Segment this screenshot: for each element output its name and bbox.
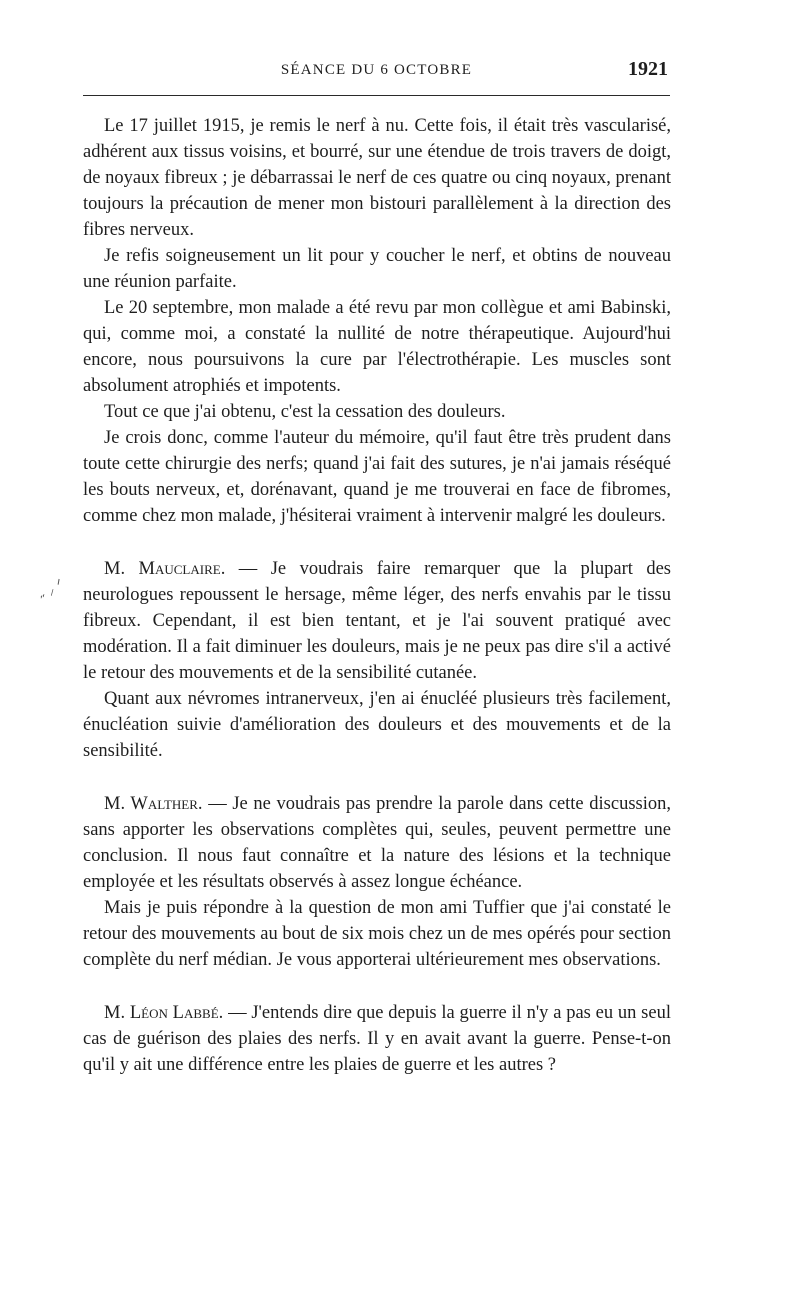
running-title: SÉANCE DU 6 OCTOBRE [280, 62, 473, 78]
margin-mark: ˶ ⸝ ᐟ [36, 576, 67, 604]
mauclaire-text: — Je voudrais faire remarquer que la plupart des neurologues repoussent le hersage, même léger, des nerfs envahis par le tissu fibreux. Cependant, il est bien tentant, et je l'ai souvent pratiqué avec modération. Il a fait diminuer les douleurs, mais je ne peux pas dire s'il a activé le retour des mouvements et de la sensibilité cutanée. [83, 559, 671, 683]
mauclaire-paragraph [83, 556, 671, 686]
page-header [83, 56, 670, 88]
paragraph: Le 20 septembre, mon malade a été revu par mon collègue et ami Babinski, qui, comme moi, a constaté la nullité de notre thérapeutique. Aujourd'hui encore, nous poursuivons la cure par l'électrothérapie. Les muscles sont absolument atrophiés et impotents. [83, 298, 671, 396]
speaker-labbe: M. Léon Labbé. [104, 1003, 224, 1023]
labbe-text: — J'entends dire que depuis la guerre il n'y a pas eu un seul cas de guérison des plaies des nerfs. Il y en avait avant la guerre. Pense-t-on qu'il y ait une différence entre les plaies de guerre et les autres ? [83, 1003, 671, 1075]
paragraph: Quant aux névromes intranerveux, j'en ai énucléé plusieurs très facilement, énucléation suivie d'amélioration des douleurs et des mouvements et de la sensibilité. [83, 689, 671, 761]
labbe-paragraph [83, 1000, 671, 1078]
speaker-walther: M. Walther. [104, 794, 203, 814]
walther-text: — Je ne voudrais pas prendre la parole dans cette discussion, sans apporter les observations complètes qui, seules, peuvent permettre une conclusion. Il nous faut connaître et la nature des lésions et la technique employée et les résultats observés à assez longue échéance. [83, 794, 672, 892]
section-gap [83, 973, 671, 1000]
paragraph: Je refis soigneusement un lit pour y coucher le nerf, et obtins de nouveau une réunion parfaite. [83, 246, 671, 292]
body-text [83, 113, 671, 1078]
page-number: 1921 [628, 58, 668, 80]
speaker-mauclaire: M. Mauclaire. [104, 559, 226, 579]
paragraph: Le 17 juillet 1915, je remis le nerf à nu. Cette fois, il était très vascularisé, adhérent aux tissus voisins, et bourré, sur une étendue de trois travers de doigt, de noyaux fibreux ; je débarrassai le nerf de ces quatre ou cinq noyaux, prenant toujours la précaution de mener mon bistouri parallèlement à la direction des fibres nerveux. [83, 116, 671, 240]
section-gap [83, 764, 671, 791]
walther-paragraph [83, 791, 671, 895]
header-rule [83, 95, 670, 96]
paragraph: Tout ce que j'ai obtenu, c'est la cessation des douleurs. [104, 402, 506, 422]
paragraph: Mais je puis répondre à la question de mon ami Tuffier que j'ai constaté le retour des mouvements au bout de six mois chez un de mes opérés pour section complète du nerf médian. Je vous apporterai ultérieurement mes observations. [83, 898, 671, 970]
paragraph: Je crois donc, comme l'auteur du mémoire, qu'il faut être très prudent dans toute cette chirurgie des nerfs; quand j'ai fait des sutures, je n'ai jamais réséqué les bouts nerveux, et, dorénavant, quand je me trouverai en face de fibromes, comme chez mon malade, j'hésiterai vraiment à intervenir malgré les douleurs. [83, 428, 671, 526]
section-gap [83, 529, 671, 556]
